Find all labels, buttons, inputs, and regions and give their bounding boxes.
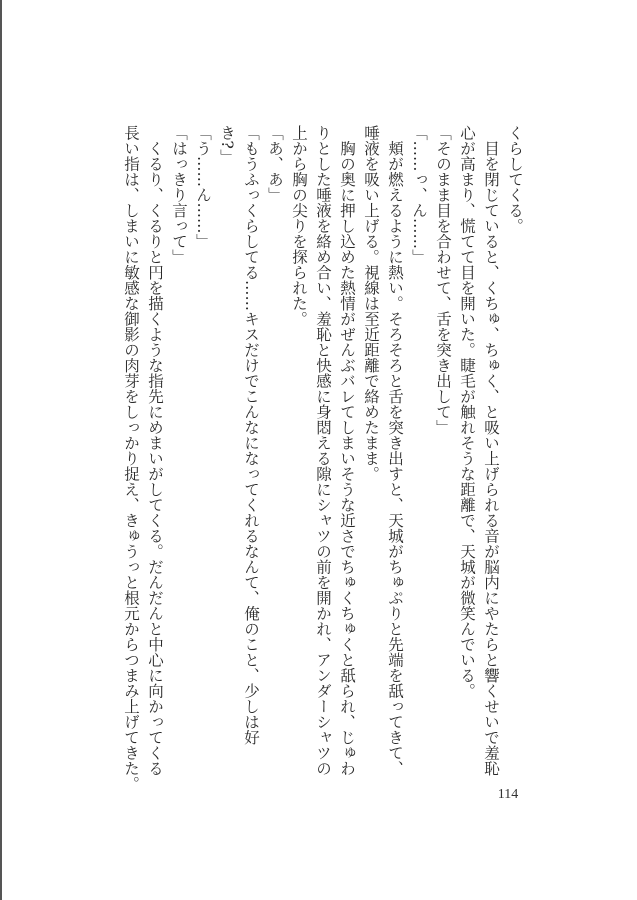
text-line: 上から胸の尖りを探られた。 [290, 125, 308, 327]
text-line: 「……っ、ん……」 [410, 125, 428, 265]
text-line: 心が高まり、慌てて目を開いた。睫毛が触れそうな距離で、天城が微笑んでいる。 [458, 125, 476, 699]
text-line: くらしてくる。 [506, 125, 524, 234]
text-line: 「あ、あ」 [266, 125, 284, 203]
text-line: 頬が燃えるように熱い。そろそろと舌を突き出すと、天城がちゅぷりと先端を舐ってきて、 [386, 125, 404, 776]
text-line: 目を閉じていると、くちゅ、ちゅく、と吸い上げられる音が脳内にやたらと響くせいで羞恥 [482, 125, 500, 776]
text-line: くるり、くるりと円を描くような指先にめまいがしてくる。だんだんと中心に向かってくる [146, 125, 164, 776]
text-line: 「はっきり言って」 [170, 125, 188, 265]
text-line: りとした唾液を絡め合い、羞恥と快感に身悶える隙にシャツの前を開かれ、アンダーシャツの [314, 125, 332, 776]
text-line: 「う……ん……」 [194, 125, 212, 249]
page-edge-line [0, 0, 2, 900]
text-line: 長い指は、しまいに敏感な御影の肉芽をしっかり捉え、きゅうっと根元からつまみ上げてきた。 [122, 125, 140, 792]
page-number: 114 [497, 787, 519, 802]
text-line: 唾液を吸い上げる。視線は至近距離で絡めたまま。 [362, 125, 380, 482]
text-line: き?」 [218, 125, 236, 165]
text-line: 胸の奥に押し込めた熱情がぜんぶバレてしまいそうな近さでちゅくちゅくと舐られ、じゅわ [338, 125, 356, 776]
vertical-text-body [119, 125, 527, 792]
text-line: 「もうふっくらしてる……キスだけでこんなになってくれるなんて、俺のこと、少しは好 [242, 125, 260, 745]
text-line: 「そのまま目を合わせて、舌を突き出して」 [434, 125, 452, 435]
